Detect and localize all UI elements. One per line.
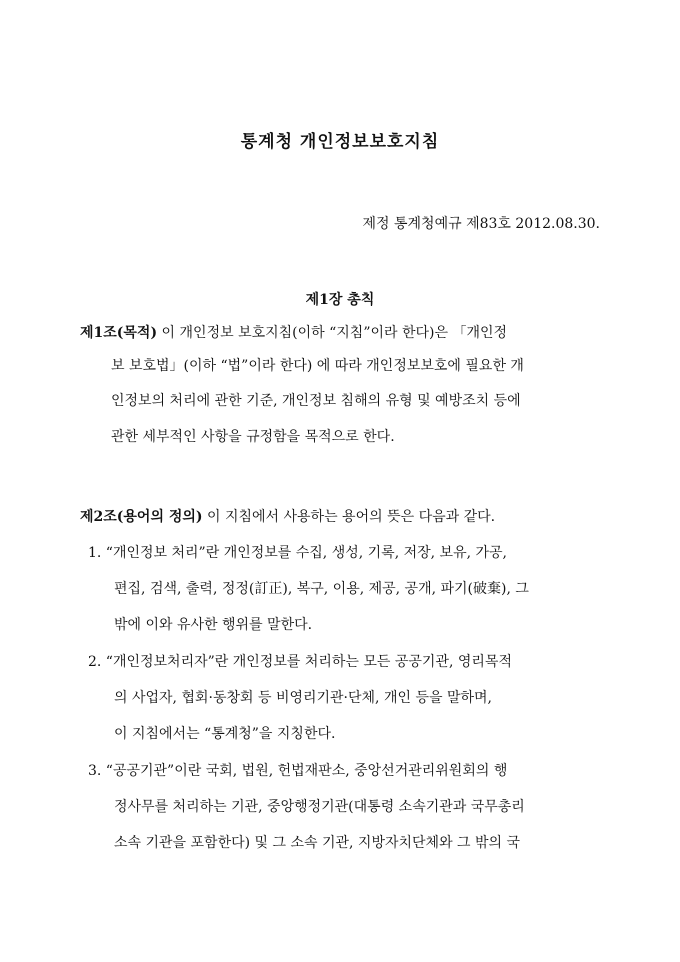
item2-line1: 2. “개인정보처리자”란 개인정보를 처리하는 모든 공공기관, 영리목적: [88, 654, 512, 670]
article1-text: 이 개인정보 보호지침(이하 “지침”이라 한다)은 「개인정: [157, 325, 508, 341]
article1-heading: 제1조(목적): [80, 325, 158, 341]
article1-line4: 관한 세부적인 사항을 규정함을 목적으로 한다.: [111, 429, 395, 445]
item2-line2: 의 사업자, 협회·동창회 등 비영리기관·단체, 개인 등을 말하며,: [114, 690, 492, 706]
document-title: 통계청 개인정보보호지침: [240, 132, 440, 152]
item1-line3: 밖에 이와 유사한 행위를 말한다.: [114, 617, 313, 633]
enactment-info: 제정 통계청예규 제83호 2012.08.30.: [362, 216, 600, 232]
item2-line3: 이 지침에서는 “통계청”을 지칭한다.: [114, 726, 336, 742]
item1-line2: 편집, 검색, 출력, 정정(訂正), 복구, 이용, 제공, 공개, 파기(破棄), 그: [114, 581, 529, 597]
item3-line3: 소속 기관을 포함한다) 및 그 소속 기관, 지방자치단체와 그 밖의 국: [114, 835, 521, 851]
item1-line1: 1. “개인정보 처리”란 개인정보를 수집, 생성, 기록, 저장, 보유, 가공,: [88, 545, 507, 561]
article1-line2: 보 보호법」(이하 “법”이라 한다) 에 따라 개인정보보호에 필요한 개: [111, 358, 524, 374]
article1-line1: [80, 324, 507, 342]
article2-text: 이 지침에서 사용하는 용어의 뜻은 다음과 같다.: [202, 509, 496, 525]
chapter-heading: 제1장 총칙: [305, 292, 375, 308]
item3-line2: 정사무를 처리하는 기관, 중앙행정기관(대통령 소속기관과 국무총리: [114, 799, 525, 815]
article1-line3: 인정보의 처리에 관한 기준, 개인정보 침해의 유형 및 예방조치 등에: [111, 393, 521, 409]
article2-heading: 제2조(용어의 정의): [80, 509, 203, 525]
item3-line1: 3. “공공기관”이란 국회, 법원, 헌법재판소, 중앙선거관리위원회의 행: [88, 763, 508, 779]
article2-line1: [80, 508, 495, 526]
